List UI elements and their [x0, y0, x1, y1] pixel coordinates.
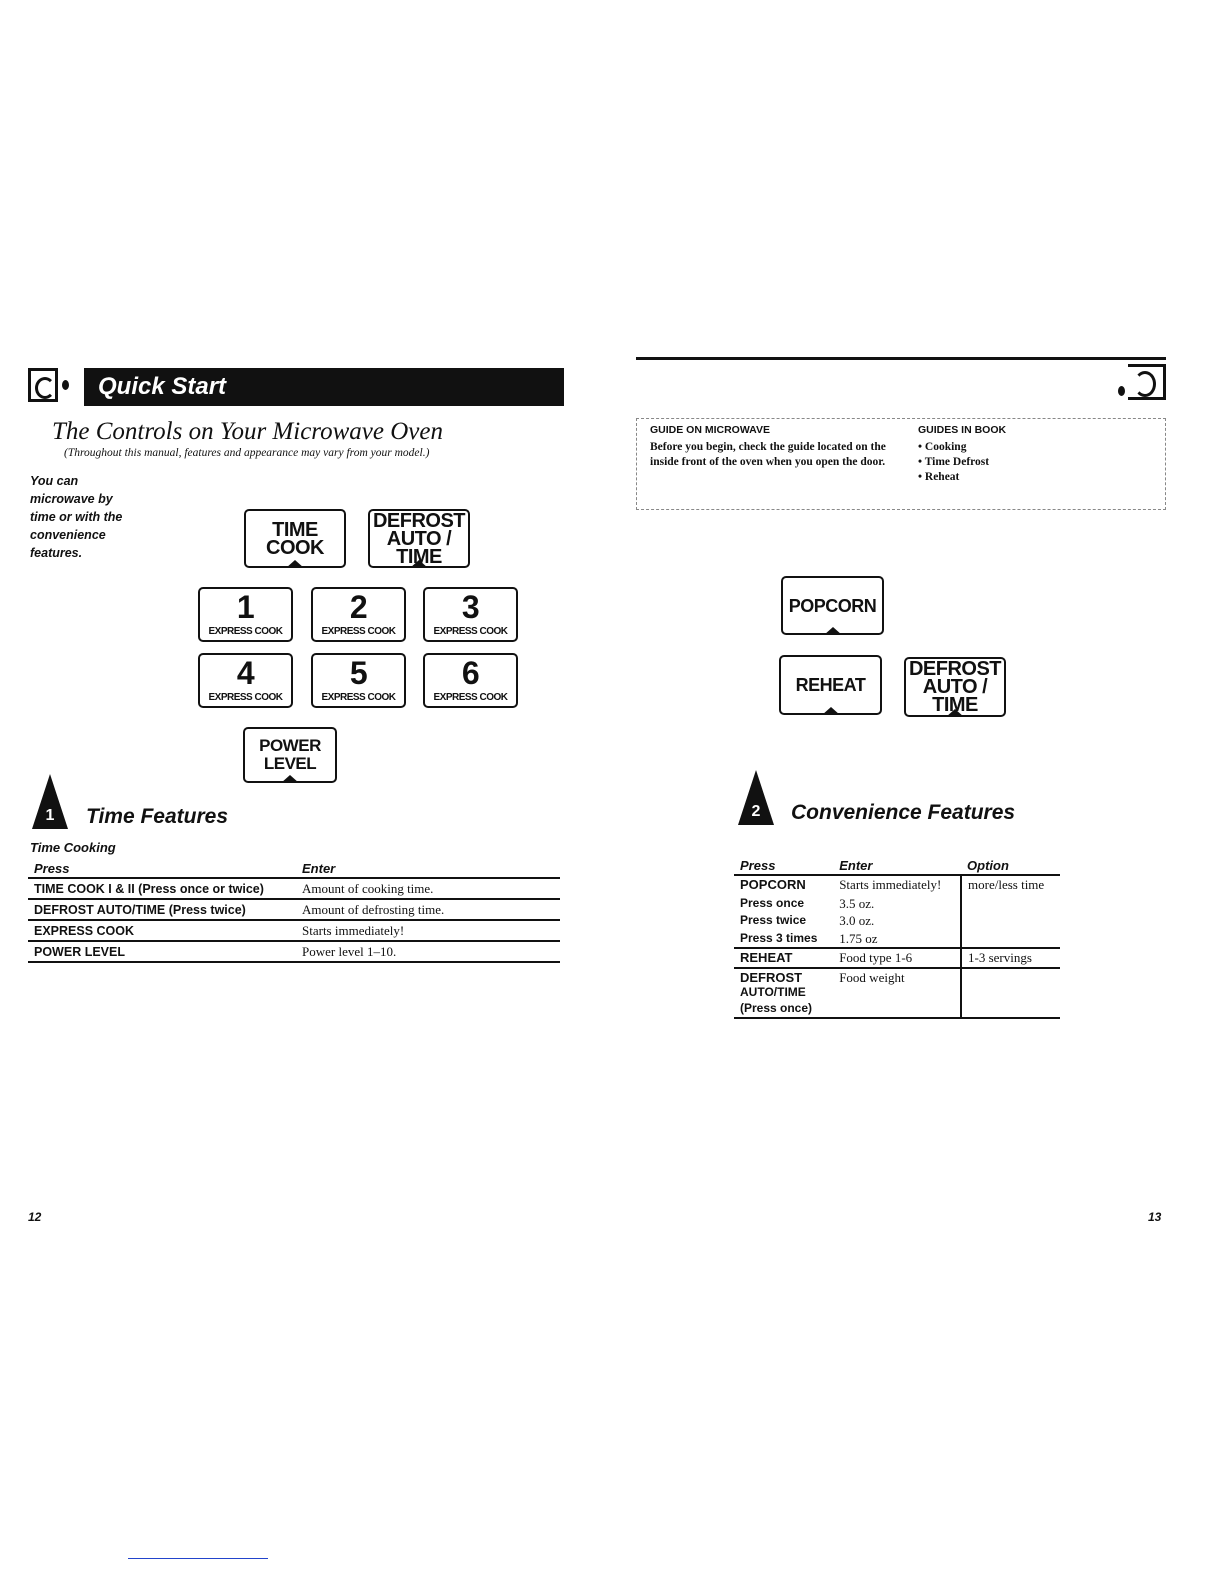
- guide-on-microwave: [650, 424, 900, 469]
- power-label-line1: POWER: [259, 736, 321, 755]
- table-header: Enter: [296, 860, 560, 878]
- chapter-tab-icon: [1128, 364, 1166, 400]
- page-title: The Controls on Your Microwave Oven: [52, 418, 443, 445]
- time-features-table: [28, 860, 560, 963]
- table-row: [734, 875, 1060, 895]
- guides-in-book: [918, 424, 1118, 485]
- table-header: Press: [28, 860, 296, 878]
- express-cook-label: EXPRESS COOK: [208, 692, 283, 703]
- row-key: EXPRESS COOK: [28, 920, 296, 941]
- number-label: 6: [461, 655, 480, 691]
- guide-text: Before you begin, check the guide located on the inside front of the oven when you open the door.: [650, 441, 886, 468]
- table-header: Option: [961, 857, 1060, 875]
- defrost-label-line1: DEFROST: [372, 509, 466, 532]
- row-value: Amount of cooking time.: [296, 878, 560, 899]
- defrost-label-line2: AUTO / TIME: [922, 676, 988, 716]
- reheat-label: REHEAT: [795, 675, 866, 695]
- table-row: [734, 930, 1060, 949]
- bottom-rule: [128, 1558, 268, 1559]
- popcorn-button[interactable]: [781, 576, 884, 635]
- header-title: Quick Start: [98, 373, 227, 400]
- table-row: [734, 895, 1060, 913]
- express-cook-label: EXPRESS COOK: [433, 692, 508, 703]
- row-key: [734, 968, 833, 1019]
- table-row: [28, 941, 560, 962]
- indicator-arrow-icon: [286, 560, 304, 568]
- row-value: Food weight: [833, 968, 961, 1019]
- row-key: TIME COOK I & II (Press once or twice): [28, 878, 296, 899]
- indicator-arrow-icon: [946, 709, 964, 717]
- table-row: [734, 968, 1060, 1019]
- guide-heading: GUIDES IN BOOK: [918, 424, 1007, 436]
- indicator-arrow-icon: [281, 775, 299, 783]
- page-number: 13: [1148, 1210, 1162, 1224]
- indicator-arrow-icon: [822, 707, 840, 715]
- power-label-line2: LEVEL: [263, 754, 317, 773]
- row-option: [961, 930, 1060, 949]
- table-header: Press: [734, 857, 833, 875]
- row-option: more/less time: [961, 875, 1060, 895]
- row-key: DEFROST AUTO/TIME (Press twice): [28, 899, 296, 920]
- number-5-button[interactable]: [311, 653, 406, 708]
- power-level-button[interactable]: [243, 727, 337, 783]
- section-title: Time Features: [86, 805, 229, 828]
- time-cook-button[interactable]: [244, 509, 346, 568]
- row-value: Starts immediately!: [296, 920, 560, 941]
- defrost-key-line1: DEFROST: [740, 969, 803, 985]
- header-rule: [636, 357, 1166, 360]
- convenience-features-table: [734, 857, 1060, 1019]
- row-value: Power level 1–10.: [296, 941, 560, 962]
- table-row: [734, 948, 1060, 968]
- number-1-button[interactable]: [198, 587, 293, 642]
- number-label: 2: [349, 589, 368, 625]
- number-label: 3: [461, 589, 480, 625]
- number-3-button[interactable]: [423, 587, 518, 642]
- indicator-arrow-icon: [824, 627, 842, 635]
- popcorn-label: POPCORN: [788, 595, 877, 616]
- defrost-key-line2: AUTO/TIME: [740, 985, 806, 999]
- row-value: Food type 1-6: [833, 948, 961, 968]
- row-key: POWER LEVEL: [28, 941, 296, 962]
- row-option: [961, 968, 1060, 1019]
- chapter-tab-icon: [28, 368, 58, 402]
- row-value: Amount of defrosting time.: [296, 899, 560, 920]
- sub-heading: Time Cooking: [30, 840, 116, 855]
- express-cook-label: EXPRESS COOK: [321, 692, 396, 703]
- guide-list-item: • Cooking: [918, 441, 967, 453]
- popcorn-key: POPCORN: [740, 877, 806, 892]
- guide-heading: GUIDE ON MICROWAVE: [650, 424, 770, 436]
- table-row: [28, 878, 560, 899]
- row-value: 3.5 oz.: [839, 895, 875, 911]
- row-key: REHEAT: [734, 948, 833, 968]
- reheat-button[interactable]: [779, 655, 882, 715]
- row-option: [961, 912, 1060, 930]
- page-subtitle: (Throughout this manual, features and appearance may vary from your model.): [64, 447, 430, 459]
- page-number: 12: [28, 1210, 42, 1224]
- number-label: 1: [236, 589, 255, 625]
- section-number: 2: [751, 803, 761, 820]
- express-cook-label: EXPRESS COOK: [321, 626, 396, 637]
- sidenote: You can microwave by time or with the convenience features.: [30, 474, 123, 560]
- row-key: Press 3 times: [734, 930, 833, 949]
- bullet-dot-icon: [62, 380, 69, 390]
- row-option: [961, 895, 1060, 913]
- defrost-label-line2: AUTO / TIME: [386, 527, 452, 568]
- row-value: Starts immediately!: [839, 877, 942, 892]
- row-key: Press twice: [740, 913, 807, 927]
- indicator-arrow-icon: [410, 560, 428, 568]
- row-value: 3.0 oz.: [839, 913, 875, 928]
- defrost-auto-time-button[interactable]: [368, 509, 470, 568]
- table-header: Enter: [833, 857, 961, 875]
- section-number: 1: [45, 807, 55, 824]
- section-title: Convenience Features: [791, 801, 1016, 824]
- defrost-key-line3: (Press once): [740, 1000, 813, 1015]
- number-label: 4: [236, 655, 255, 691]
- express-cook-label: EXPRESS COOK: [208, 626, 283, 637]
- table-row: [734, 912, 1060, 930]
- number-6-button[interactable]: [423, 653, 518, 708]
- defrost-label-line1: DEFROST: [908, 658, 1002, 680]
- row-value: 1.75 oz: [833, 930, 961, 949]
- table-row: [28, 899, 560, 920]
- defrost-auto-time-button[interactable]: [904, 657, 1006, 717]
- row-option: 1-3 servings: [961, 948, 1060, 968]
- guide-list-item: • Time Defrost: [918, 456, 990, 468]
- time-cook-label: TIME COOK: [266, 518, 324, 559]
- guide-list-item: • Reheat: [918, 471, 960, 483]
- number-2-button[interactable]: [311, 587, 406, 642]
- row-key: Press once: [740, 895, 805, 910]
- express-cook-label: EXPRESS COOK: [433, 626, 508, 637]
- bullet-dot-icon: [1118, 386, 1125, 396]
- table-row: [28, 920, 560, 941]
- number-label: 5: [349, 655, 368, 691]
- number-4-button[interactable]: [198, 653, 293, 708]
- row-key: [734, 875, 833, 895]
